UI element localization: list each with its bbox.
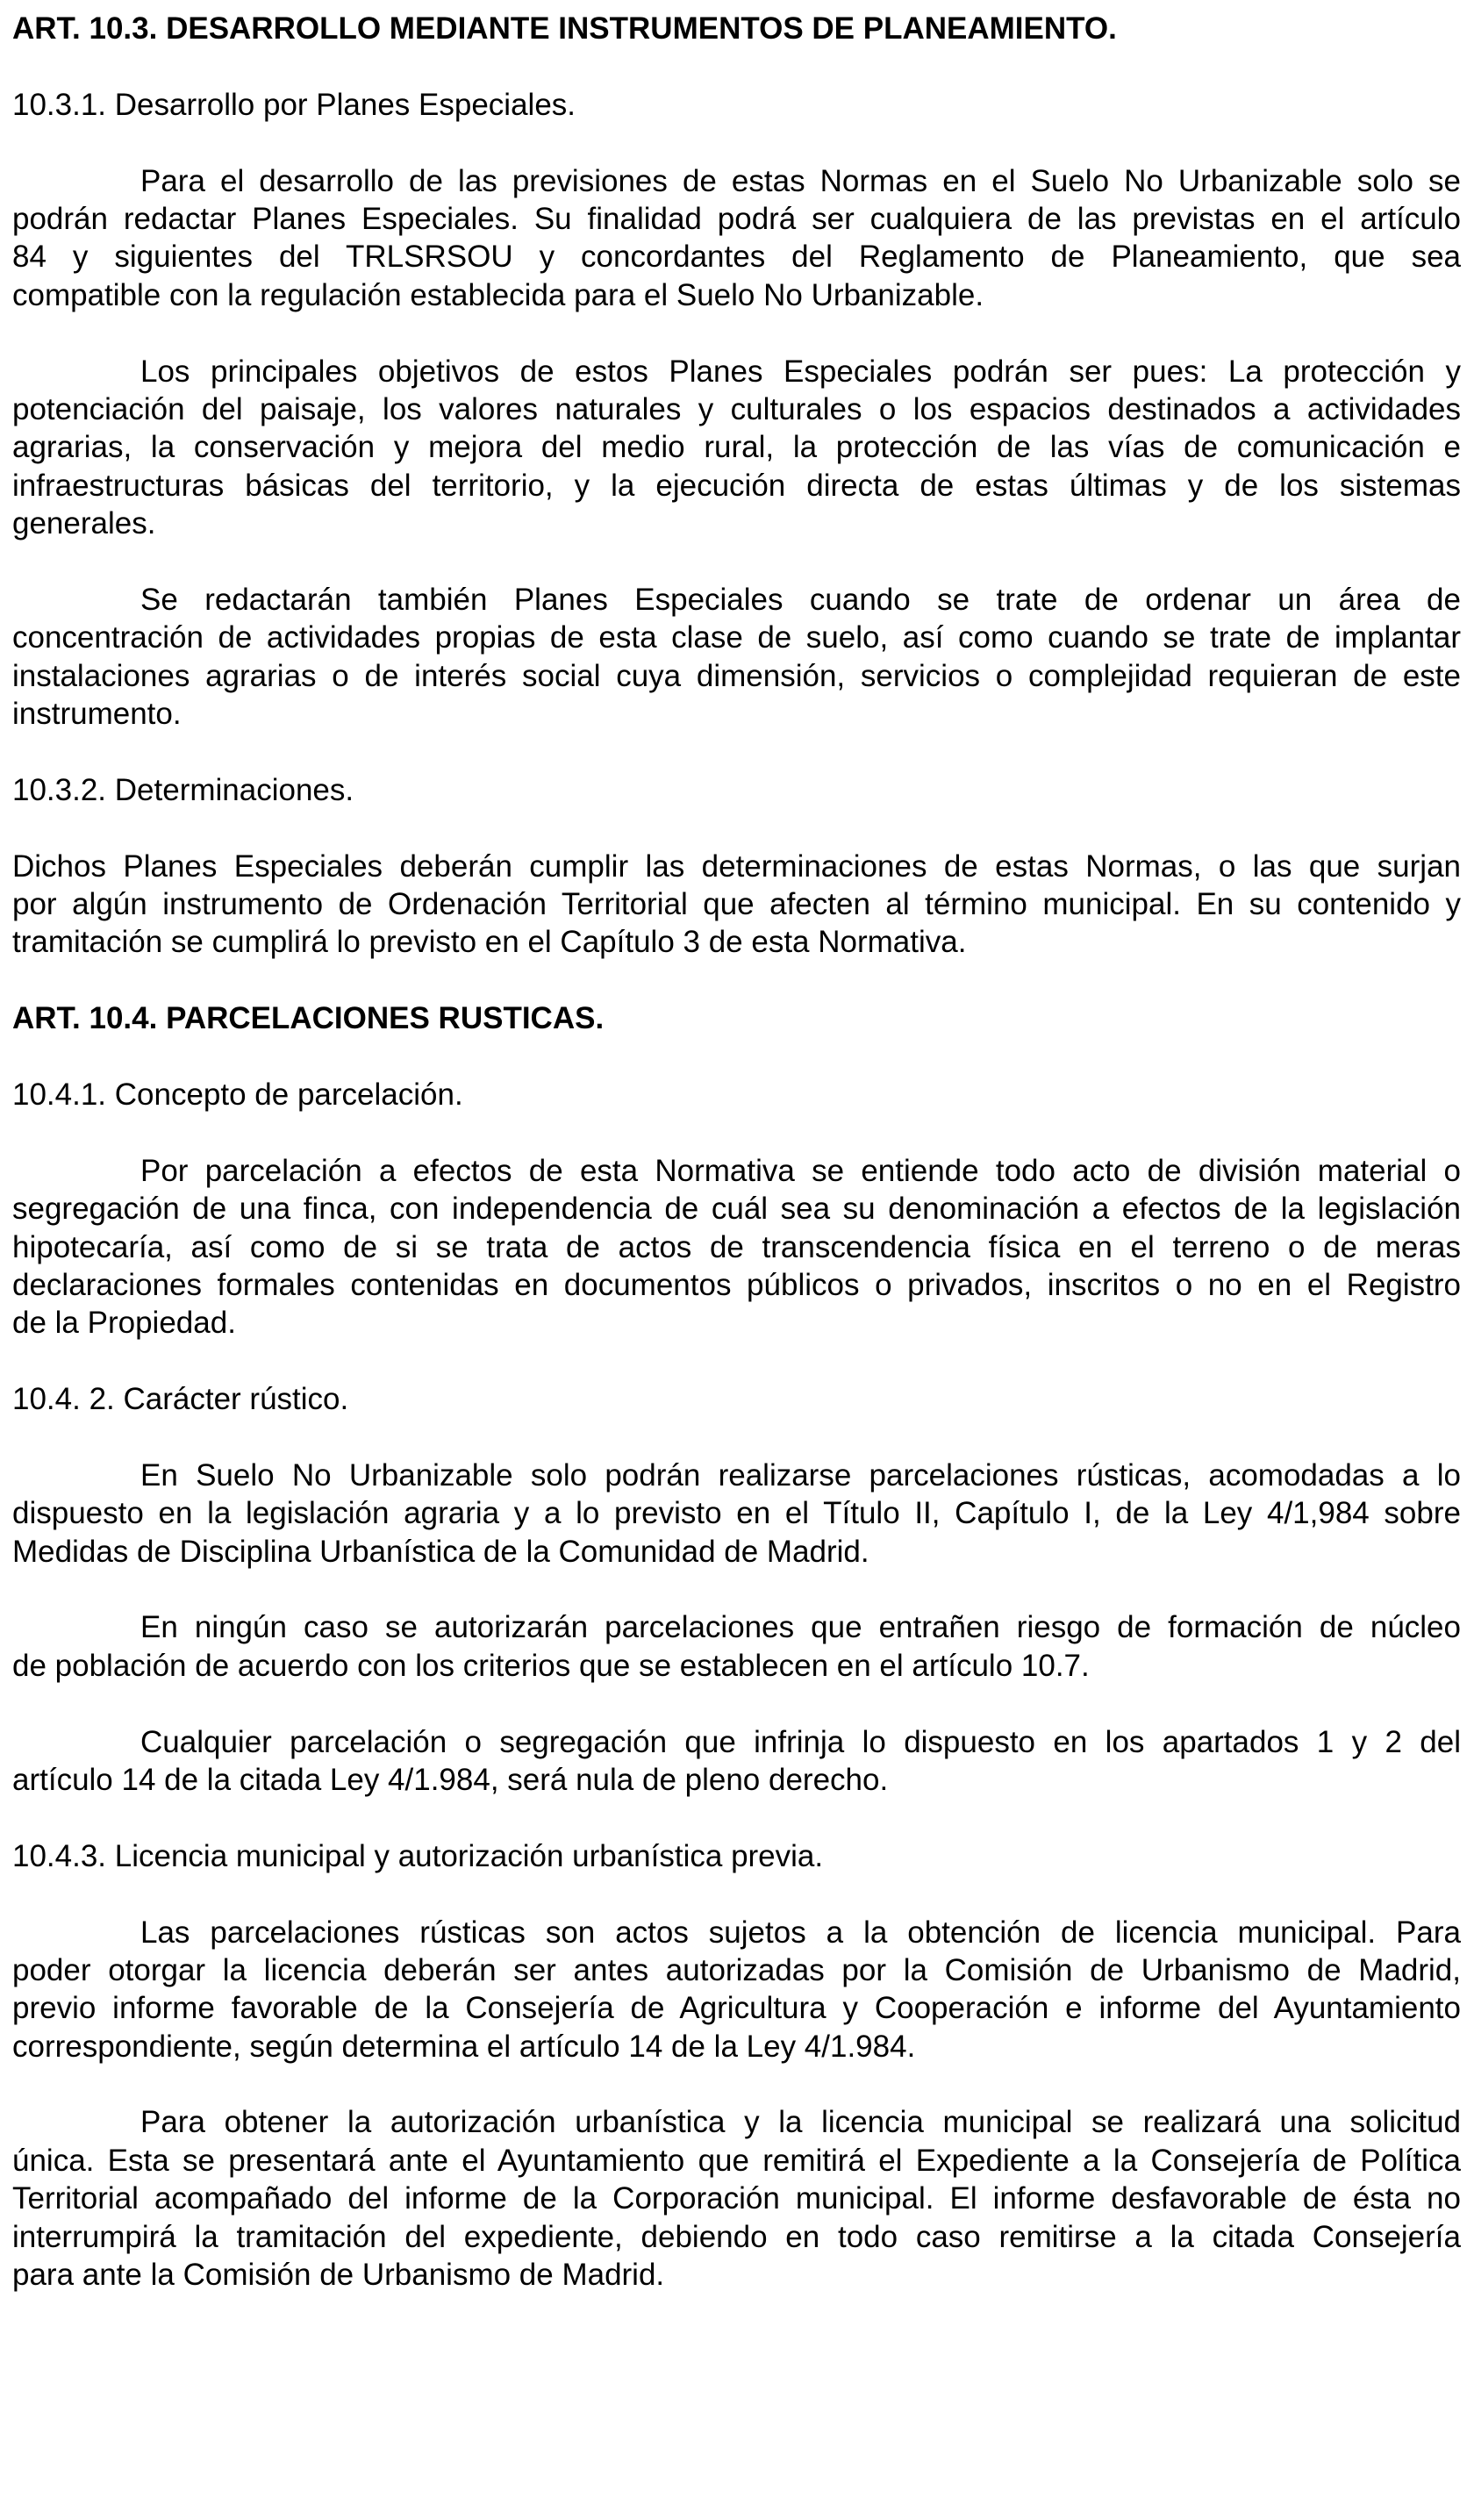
paragraph — [12, 1723, 1461, 1800]
text-line: En ningún caso se autorizarán parcelaciones que entrañen riesgo de formación de núcleo — [140, 1610, 1461, 1645]
paragraph — [12, 1152, 1461, 1342]
paragraph — [12, 1608, 1461, 1685]
text-line: de población de acuerdo con los criterios que se establecen en el artículo 10.7. — [12, 1648, 1090, 1683]
text-line: por algún instrumento de Ordenación Territorial que afecten al término municipal. En su contenido y — [12, 886, 1461, 921]
text-line: potenciación del paisaje, los valores naturales y culturales o los espacios destinados a actividades — [12, 391, 1461, 426]
text-line: correspondiente, según determina el artículo 14 de la Ley 4/1.984. — [12, 2029, 916, 2064]
text-line: Para el desarrollo de las previsiones de estas Normas en el Suelo No Urbanizable solo se — [140, 163, 1461, 198]
text-line: hipotecaría, así como de si se trata de actos de transcendencia física en el terreno o de meras — [12, 1229, 1461, 1264]
text-line: instalaciones agrarias o de interés social cuya dimensión, servicios o complejidad requieran de este — [12, 658, 1461, 693]
section-title-10-4-1: 10.4.1. Concepto de parcelación. — [12, 1077, 463, 1112]
text-line: poder otorgar la licencia deberán ser antes autorizadas por la Comisión de Urbanismo de Madrid, — [12, 1952, 1461, 1987]
text-line: instrumento. — [12, 697, 182, 732]
text-line: de la Propiedad. — [12, 1306, 236, 1341]
text-line: Para obtener la autorización urbanística y la licencia municipal se realizará una solicitud — [140, 2105, 1461, 2140]
text-line: agrarias, la conservación y mejora del medio rural, la protección de las vías de comunicación e — [12, 430, 1461, 465]
text-line: Los principales objetivos de estos Planes Especiales podrán ser pues: La protección y — [140, 354, 1461, 389]
paragraph — [12, 1457, 1461, 1571]
text-line: infraestructuras básicas del territorio, y la ejecución directa de estas últimas y de los sistemas — [12, 468, 1461, 503]
paragraph — [12, 848, 1461, 962]
text-line: En Suelo No Urbanizable solo podrán realizarse parcelaciones rústicas, acomodadas a lo — [140, 1457, 1461, 1493]
article-heading-10-3: ART. 10.3. DESARROLLO MEDIANTE INSTRUMENTOS DE PLANEAMIENTO. — [12, 11, 1117, 46]
section-title-10-3-2: 10.3.2. Determinaciones. — [12, 772, 354, 807]
text-line: podrán redactar Planes Especiales. Su finalidad podrá ser cualquiera de las previstas en el artículo — [12, 201, 1461, 236]
text-line: previo informe favorable de la Consejería de Agricultura y Cooperación e informe del Ayuntamiento — [12, 1991, 1461, 2026]
text-line: compatible con la regulación establecida para el Suelo No Urbanizable. — [12, 277, 984, 312]
text-line: dispuesto en la legislación agraria y a lo previsto en el Título II, Capítulo I, de la Ley 4/1,984 sobre — [12, 1496, 1461, 1531]
paragraph — [12, 162, 1461, 315]
text-line: artículo 14 de la citada Ley 4/1.984, será nula de pleno derecho. — [12, 1762, 889, 1797]
text-line: para ante la Comisión de Urbanismo de Madrid. — [12, 2258, 665, 2293]
text-line: Cualquier parcelación o segregación que infrinja lo dispuesto en los apartados 1 y 2 del — [140, 1724, 1461, 1759]
text-line: segregación de una finca, con independencia de cuál sea su denominación a efectos de la legislación — [12, 1192, 1461, 1227]
paragraph — [12, 1914, 1461, 2066]
text-line: 84 y siguientes del TRLSRSOU y concordantes del Reglamento de Planeamiento, que sea — [12, 240, 1461, 275]
text-line: Dichos Planes Especiales deberán cumplir las determinaciones de estas Normas, o las que surjan — [12, 848, 1461, 884]
article-heading-10-4: ART. 10.4. PARCELACIONES RUSTICAS. — [12, 1001, 605, 1036]
text-line: Las parcelaciones rústicas son actos sujetos a la obtención de licencia municipal. Para — [140, 1915, 1461, 1950]
text-line: declaraciones formales contenidas en documentos públicos o privados, inscritos o no en el Registro — [12, 1267, 1461, 1302]
document-page — [12, 10, 1461, 2294]
paragraph — [12, 581, 1461, 734]
paragraph — [12, 353, 1461, 543]
text-line: única. Esta se presentará ante el Ayuntamiento que remitirá el Expediente a la Consejería de Política — [12, 2143, 1461, 2178]
text-line: generales. — [12, 506, 156, 541]
text-line: tramitación se cumplirá lo previsto en el Capítulo 3 de esta Normativa. — [12, 925, 967, 960]
section-title-10-4-2: 10.4. 2. Carácter rústico. — [12, 1382, 349, 1417]
text-line: Territorial acompañado del informe de la Corporación municipal. El informe desfavorable de ésta no — [12, 2181, 1461, 2216]
text-line: concentración de actividades propias de esta clase de suelo, así como cuando se trate de implantar — [12, 620, 1461, 655]
text-line: Medidas de Disciplina Urbanística de la Comunidad de Madrid. — [12, 1534, 869, 1569]
section-title-10-3-1: 10.3.1. Desarrollo por Planes Especiales. — [12, 87, 576, 122]
paragraph — [12, 2103, 1461, 2294]
text-line: Por parcelación a efectos de esta Normativa se entiende todo acto de división material o — [140, 1153, 1461, 1188]
text-line: interrumpirá la tramitación del expediente, debiendo en todo caso remitirse a la citada Consejería — [12, 2219, 1461, 2254]
text-line: Se redactarán también Planes Especiales cuando se trate de ordenar un área de — [140, 582, 1461, 617]
section-title-10-4-3: 10.4.3. Licencia municipal y autorización urbanística previa. — [12, 1838, 824, 1873]
